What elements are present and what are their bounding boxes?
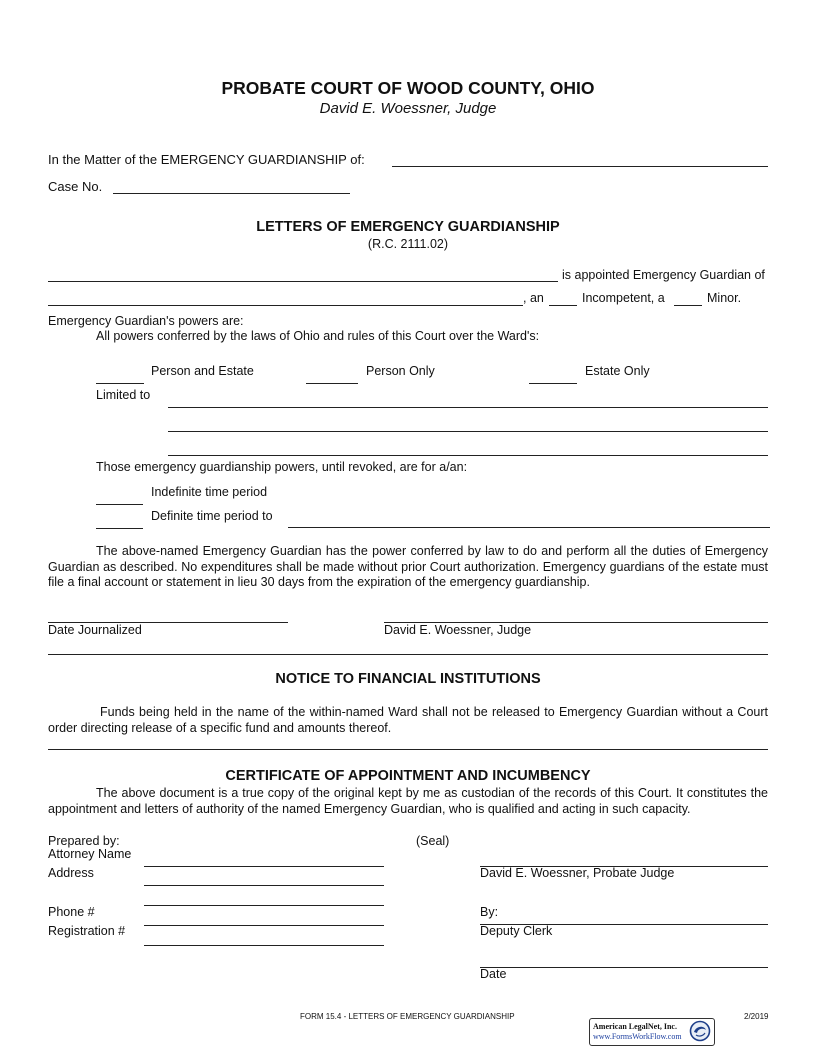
phone-label: Phone # xyxy=(48,905,95,919)
duration-text: Those emergency guardianship powers, until revoked, are for a/an: xyxy=(96,460,468,474)
attorney-name-field[interactable] xyxy=(144,866,384,867)
minor-blank[interactable] xyxy=(674,305,702,306)
limited-line-1[interactable] xyxy=(168,407,768,408)
certificate-title: CERTIFICATE OF APPOINTMENT AND INCUMBENCY xyxy=(225,768,591,784)
prepared-by-label: Prepared by: xyxy=(48,834,120,848)
address-field-2[interactable] xyxy=(144,905,384,906)
judge-signature-label: David E. Woessner, Judge xyxy=(384,623,532,637)
option-person-estate: Person and Estate xyxy=(151,364,254,378)
phone-field[interactable] xyxy=(144,925,384,926)
statute-reference: (R.C. 2111.02) xyxy=(367,237,449,251)
option-estate-only: Estate Only xyxy=(585,364,650,378)
option-person-only: Person Only xyxy=(366,364,435,378)
case-number-label: Case No. xyxy=(48,179,103,194)
date-label: Date xyxy=(480,967,507,981)
guardian-name-field[interactable] xyxy=(48,281,558,282)
section-divider-1 xyxy=(48,654,768,655)
logo-globe-icon xyxy=(689,1020,711,1042)
powers-label: Emergency Guardian's powers are: xyxy=(48,314,244,328)
probate-judge-label: David E. Woessner, Probate Judge xyxy=(480,866,675,880)
attorney-name-label: Attorney Name xyxy=(48,847,132,861)
definite-date-field[interactable] xyxy=(288,527,770,528)
seal-label: (Seal) xyxy=(416,834,450,848)
incompetent-text: Incompetent, a xyxy=(582,291,665,305)
by-label: By: xyxy=(480,905,499,919)
deputy-clerk-label: Deputy Clerk xyxy=(480,924,553,938)
address-label: Address xyxy=(48,866,94,880)
date-journalized-label: Date Journalized xyxy=(48,623,142,637)
revision-date: 2/2019 xyxy=(744,1012,769,1021)
form-id: FORM 15.4 - LETTERS OF EMERGENCY GUARDIANSHIP xyxy=(300,1012,515,1021)
date-signature-line[interactable] xyxy=(480,967,768,968)
registration-label: Registration # xyxy=(48,924,126,938)
american-legalnet-logo[interactable] xyxy=(589,1018,715,1046)
logo-name: American LegalNet, Inc. xyxy=(593,1022,677,1031)
logo-url: www.FormsWorkFlow.com xyxy=(593,1032,682,1041)
certificate-paragraph: The above document is a true copy of the original kept by me as custodian of the records of this Court. It constitutes the appointment and letters of authority of the named Emergency Guardian, who is qualified and acting in such capacity. xyxy=(48,786,768,816)
case-number-field[interactable] xyxy=(113,193,350,194)
an-text: , an xyxy=(523,291,544,305)
duties-paragraph: The above-named Emergency Guardian has the power conferred by law to do and perform all the duties of Emergency Guardian as described. No expenditures shall be made without prior Court authorization. Emergency guardians of the estate must file a final account or statement in lieu 30 days from the expiration of the emergency guardianship. xyxy=(48,544,768,589)
indefinite-blank[interactable] xyxy=(96,504,143,505)
address-field-1[interactable] xyxy=(144,885,384,886)
indefinite-label: Indefinite time period xyxy=(151,485,268,499)
person-estate-blank[interactable] xyxy=(96,383,144,384)
notice-paragraph: Funds being held in the name of the within-named Ward shall not be released to Emergency Guardian without a Court order directing release of a specific fund and amounts thereof. xyxy=(48,705,768,735)
limited-label: Limited to xyxy=(96,388,151,402)
all-powers-text: All powers conferred by the laws of Ohio and rules of this Court over the Ward's: xyxy=(96,329,540,343)
matter-label: In the Matter of the EMERGENCY GUARDIANSHIP of: xyxy=(48,152,365,167)
definite-label: Definite time period to xyxy=(151,509,273,523)
ward-name-field[interactable] xyxy=(392,166,768,167)
minor-text: Minor. xyxy=(707,291,742,305)
letters-title: LETTERS OF EMERGENCY GUARDIANSHIP xyxy=(256,219,560,235)
estate-only-blank[interactable] xyxy=(529,383,577,384)
limited-line-3[interactable] xyxy=(168,455,768,456)
definite-blank[interactable] xyxy=(96,528,143,529)
incompetent-blank[interactable] xyxy=(549,305,577,306)
registration-field[interactable] xyxy=(144,945,384,946)
section-divider-2 xyxy=(48,749,768,750)
ward-name-field-2[interactable] xyxy=(48,305,523,306)
appointed-text: is appointed Emergency Guardian of xyxy=(562,268,765,282)
limited-line-2[interactable] xyxy=(168,431,768,432)
notice-title: NOTICE TO FINANCIAL INSTITUTIONS xyxy=(275,671,541,687)
judge-name: David E. Woessner, Judge xyxy=(319,100,497,117)
court-title: PROBATE COURT OF WOOD COUNTY, OHIO xyxy=(221,78,595,98)
person-only-blank[interactable] xyxy=(306,383,358,384)
